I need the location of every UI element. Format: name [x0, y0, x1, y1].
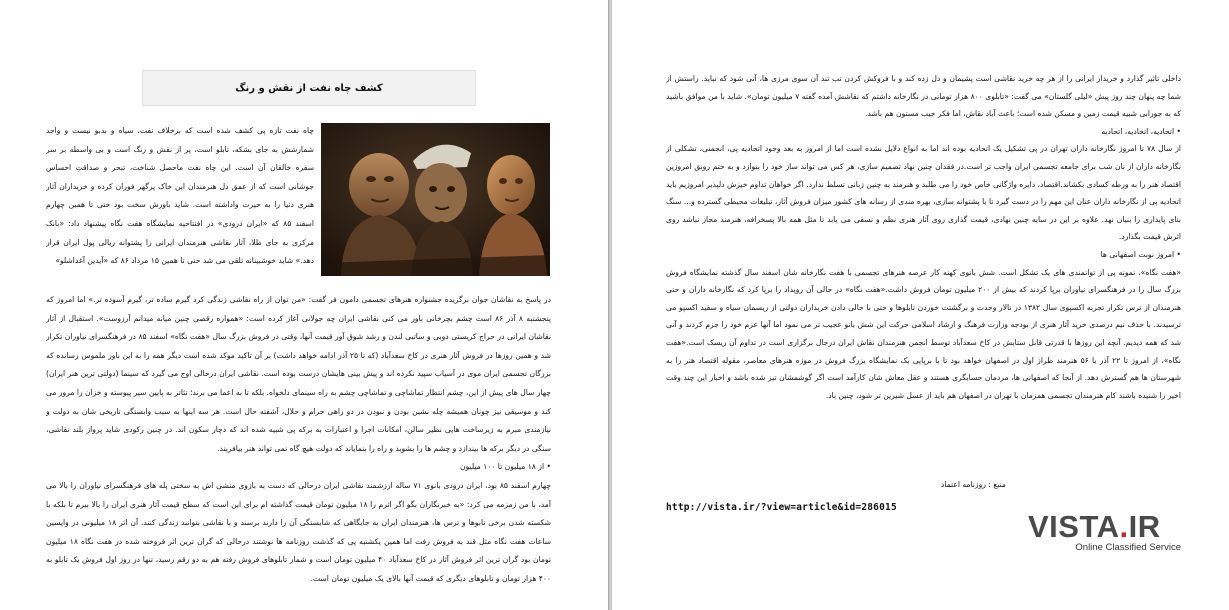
- section-heading: • از ۱۸ میلیون تا ۱۰۰ میلیون: [46, 458, 551, 477]
- article-photo: [321, 123, 550, 276]
- logo-word: VISTA: [1028, 509, 1120, 544]
- article-intro: [46, 122, 314, 290]
- article-title: کشف چاه نفت از نقش و رنگ: [235, 82, 383, 94]
- source-label: منبع :: [988, 480, 1006, 489]
- body-paragraph: در پاسخ به نقاشان جوان برگزیده جشنواره هنرهای تجسمی دامون فر گفت: «من توان از راه نقاشی زندگی کرد گیرم ساده تر، گیرم آسوده تر.» اما امروز که پنجشنبه ۸ آذر ۸۶ است چشم بچرخانی باور می کنی نقاشی ایران چه جولانی آغاز کرده است: «همواره رقصی چنین میانه میدانم آرزوست». استقبال از آثار نقاشان ایرانی در حراج کریستی دوبی و ساتبی لندن و رشد شوق آور قیمت آنها، وقتی در فروش بزرگ سال «هفت نگاه» اسفند ۸۵ در فرهنگسرای نیاوران تکرار شد و همین روزها در فروش آثار هنری در کاخ سعدآباد (که تا ۲۵ آذر ادامه خواهد داشت) بر آن تاکید موکد شده است دیگر همه را به این باور ملموس رسانده که بزرگان تجسمی ایران موی در آسیاب سپید نکرده اند و پیش بینی هایشان درست بوده است. نقاشی ایران درحالی اوج می گیرد که سینما (دولتی ترین هنر ایران) چهار سال های پیش از این، چشم انتظار تماشاچی و تماشاچی چشم به راه سینمای دلخواه. بلکه تا به اعما می برند؛ تئاتر به پایین سیر پیوسته و خزان را مرور می کند و موسیقی نیز چونان همیشه چله نشین بودن و نبودن در دو راهی حرام و حلال، آشفته حال است. هر سه اینها به سبب وابستگی تاریخی شان به دولت و نیازمندی مبرم به زیرساخت هایی نظیر سالن، امکانات اجرا و اعتبارات به برکه پی شبیه شده اند که دچار سکون اند. در چنین رکودی شاید پرواز بلند نقاشی، سنگی در دیگر برکه ها بیندازد و چشم ها را بشوید و راه را بنمایاند که دولت هیچ گاه نمی تواند هنر بیافریند.: [46, 295, 551, 453]
- source-name: روزنامه اعتماد: [940, 480, 986, 489]
- section-heading: • امروز نوبت اصفهانی ها: [666, 246, 1181, 264]
- logo-dot: .: [1119, 509, 1129, 544]
- section-heading: • اتحادیه، اتحادیه، اتحادیه: [666, 123, 1181, 141]
- logo-wordmark: [1028, 509, 1193, 544]
- source-line: [666, 480, 1006, 489]
- intro-paragraph: چاه نفت تازه پی کشف شده است که برخلاف نفت، سیاه و بدبو نیست و واجد شمارشش به جای بشکه، تابلو است، پر از نقش و رنگ است و بی واسطه بر سر سفره خالقان آن است. این چاه نفت ماحصل شناخت، تبحر و صداقتِ احساس جوشانی است که از عمق دل هنرمندان این خاک پرگهر فوران کرده و خریداران آثار هنری دنیا را به حیرت واداشته است. شاید باورش سخت بود حتی تا همین چهارم اسفند ۸۵ که «ایران درودی» در افتتاحیه نمایشگاه هفت نگاه پیشنهاد داد: «بانک مرکزی به جای طلا، آثار نقاشی هنرمندان ایرانی را پشتوانه ریالی پول ایران قرار دهد.» شاید خوشبینانه تلقی می شد حتی تا همین ۱۵ مرداد ۸۶ که «آیدین آغداشلو»: [46, 126, 314, 266]
- body-paragraph: داخلی تاثیر گذارد و خریدار ایرانی را از هر چه خرید نقاشی است پشیمان و دل زده کند و با فروکش کردن تب تند آن سوی مرزی ها، آتی شود که نباید. راستش از شما چه پنهان چند روز پیش «لیلی گلستان» می گفت: «تابلوی ۸۰۰ هزار تومانی در نگارخانه داشتم که نقاشش آمده گفته ۷ میلیون تومان». شاید با من موافق باشید که به جورابی شبیه قیمت زمین و مسکن شده است؛ باعث آباد نقاش، اما فکر جیب مستون هم باشد.: [666, 74, 1181, 119]
- body-paragraph: چهارم اسفند ۸۵ بود، ایران درودی بانوی ۷۱ ساله ارزشمند نقاشی ایران درحالی که دست به بازوی منشی اش به سختی پله های فرهنگسرای نیاوران را بالا می آمد، با من زمزمه می کرد: «به خبرنگاران بگو اگر اثرم را ۱۸ میلیون تومان قیمت گذاشته ام برای این است که سطح قیمت آثار هنری ایران را بالا ببرم تا بلکه با شکسته شدن برخی تابوها و ترس ها، هنرمندان ایران به جایگاهی که شایستگی آن را دارند برسند و با نقاشی بتوانند زندگی کنند. آن اثر ۱۸ میلیونی در واپسین ساعات هفت نگاه مثل قند به فروش رفت اما همین یکشنبه پی که گذشت روزنامه ها نوشتند درحالی که گران ترین اثر فروخته شده در هفت نگاه ۱۸ میلیون تومان بود گران ترین اثر فروش آثار در کاخ سعدآباد ۴۰ میلیون تومان است و شمار تابلوهای فروش رفته هم به دو رقم رسید، تنها در روز اول فروش یک تابلو به ۴۰۰ هزار تومان و تابلوهای دیگری که قیمت آنها بالای یک میلیون تومان است.: [46, 480, 551, 583]
- right-body: [666, 70, 1181, 470]
- article-title-box: [142, 70, 476, 106]
- vista-logo[interactable]: [1028, 509, 1193, 558]
- logo-tagline: Online Classified Service: [1075, 542, 1181, 553]
- logo-tld: IR: [1128, 509, 1161, 544]
- body-paragraph: «هفت نگاه»، نمونه پی از توانمندی های یک تشکل است. شش بانوی کهنه کار عرصه هنرهای تجسمی با هفت نگارخانه شان اسفند سال گذشته نمایشگاه فروش بزرگ سال را در فرهنگسرای نیاوران برپا کردند که بیش از ۲۰۰ میلیون تومان فروش داشت.«هفت نگاه» در حالی آن رویداد را برپا کرد که نگارخانه داران و حتی هنرمندان از ترس تکرار تجربه اکسپوی سال ۱۳۸۲ در تالار وحدت و برگشتت خوردن تابلوها و حتی با حالی دادن خریداران دولتی از ریسمان سیاه و سفید اکسپو می ترسیدند. با حذف نیم درصدی خرید آثار هنری از بودجه وزارت فرهنگ و ارشاد اسلامی حرکت این شش بانو عجیب تر می نمود اما آنها عزم خود را جزم کردند و آنی شد که همه دیدیم. آنچه این روزها با قدرتی قابل ستایش در کاخ سعدآباد توسط انجمن هنرمندان نقاش ایران درجال برگزاری است در تداوم آن ریسک است.«هفت نگاه»، از امروز تا ۲۲ آذر با ۵۶ هنرمند طراز اول در اصفهان خواهد بود تا با برپایی یک نمایشگاه بزرگ فروش در موزه هنرهای معاصر، مقوله اقتصاد هنر را به شهرستان ها هم گسترش دهد. از آنجا که اصفهانی ها، مردمان حسابگری هستند و عقل معاش شان کارآمد است اگر گوشمشان تیز شده باشد و اخبار این چند وقت اخیر را شنیده باشند کام هنرمندان تجسمی همزمان با تهران در اصفهان هم باید از عسل شیرین تر شود، چنین باد.: [666, 267, 1181, 400]
- left-page: [0, 0, 608, 610]
- body-paragraph: از سال ۷۸ تا امروز نگارخانه داران تهران در پی تشکیل یک اتحادیه بوده اند اما به انواع دلایل نشده است اما از امروز به بعد وجود اتحادیه پی، انجمنی، تشکلی از نگارخانه داران از نان شب برای جامعه تجسمی ایران واجب تر است.در فقدان چنین نهاد تصمیم سازی، هر کس می تواند ساز خود را بنوازد و به حتم رونق امروزین اقتصاد هنر را به ورطه کسادی بکشاند.اقتصاد، دایره واژگانی خاص خود را می طلبد و هنرمند به چنین زبانی تسلط ندارد. اگر خواهان تداوم خیزش دلپذیر امروزیم باید اتحادیه پی از نگارخانه داران عنان این مهم را در دست گیرد تا با پشتوانه سازی، بهره مندی از رسانه های کشور میزان فروش آثار، تبلیغات محیطی گسترده و... سنگ بنای پایداری را بنیان نهد. علاوه بر این در سایه چنین نهادی، قیمت گذاری روی آثار هنری نظم و نسقی می یابد تا مثل همه بالا پسخرافه، هنرمند مجاز نباشد روی اثرش قیمت بگذارد.: [666, 144, 1181, 242]
- article-url[interactable]: http://vista.ir/?view=article&id=286015: [666, 502, 897, 513]
- left-body: [46, 291, 551, 610]
